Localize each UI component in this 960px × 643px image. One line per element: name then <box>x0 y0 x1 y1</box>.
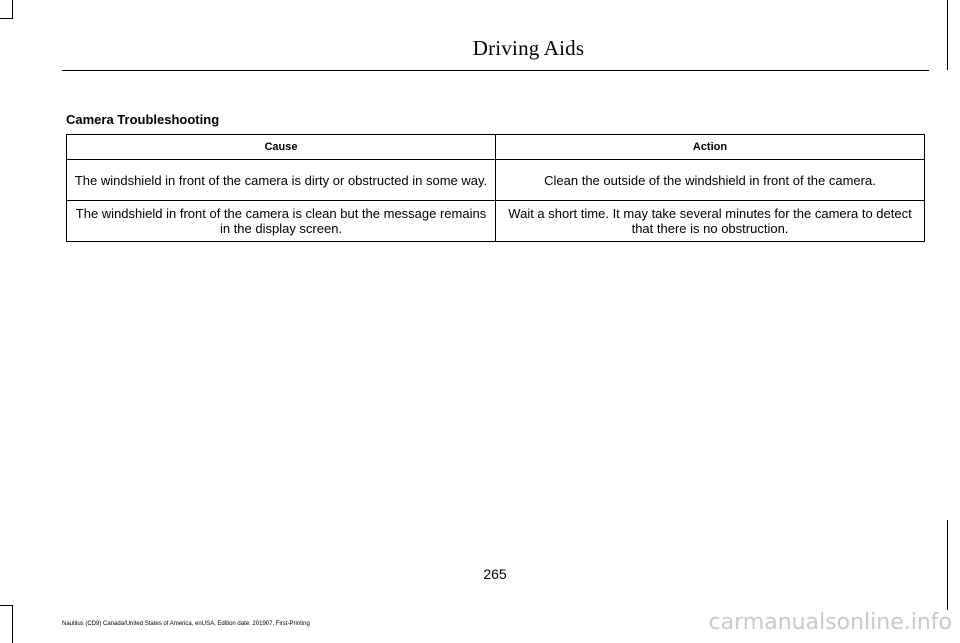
page-number: 265 <box>483 566 507 582</box>
column-header-cause: Cause <box>67 135 496 160</box>
section-title: Camera Troubleshooting <box>66 112 220 127</box>
table-row <box>67 160 925 201</box>
table-cell-action: Wait a short time. It may take several minutes for the camera to detect that there is no obstruction. <box>496 201 925 242</box>
crop-mark-top-left-v <box>12 0 13 18</box>
table-cell-cause: The windshield in front of the camera is dirty or obstructed in some way. <box>67 160 496 201</box>
footer-edition-text: Nautilus (CD9) Canada/United States of America, enUSA, Edition date: 201907, First-Printing <box>62 621 310 627</box>
table-header-row <box>67 135 925 160</box>
crop-mark-bottom-right-v <box>947 520 948 610</box>
troubleshooting-table <box>66 134 925 242</box>
crop-mark-bottom-left-v <box>12 605 13 643</box>
column-header-action: Action <box>496 135 925 160</box>
crop-mark-bottom-left-h <box>0 605 13 606</box>
crop-mark-top-left-h <box>0 18 13 19</box>
table-cell-action: Clean the outside of the windshield in front of the camera. <box>496 160 925 201</box>
page-header-title: Driving Aids <box>472 36 585 60</box>
watermark: carmanualsonline.info <box>708 610 952 635</box>
table-row <box>67 201 925 242</box>
table-cell-cause: The windshield in front of the camera is clean but the message remains in the display screen. <box>67 201 496 242</box>
header-divider <box>62 70 929 71</box>
